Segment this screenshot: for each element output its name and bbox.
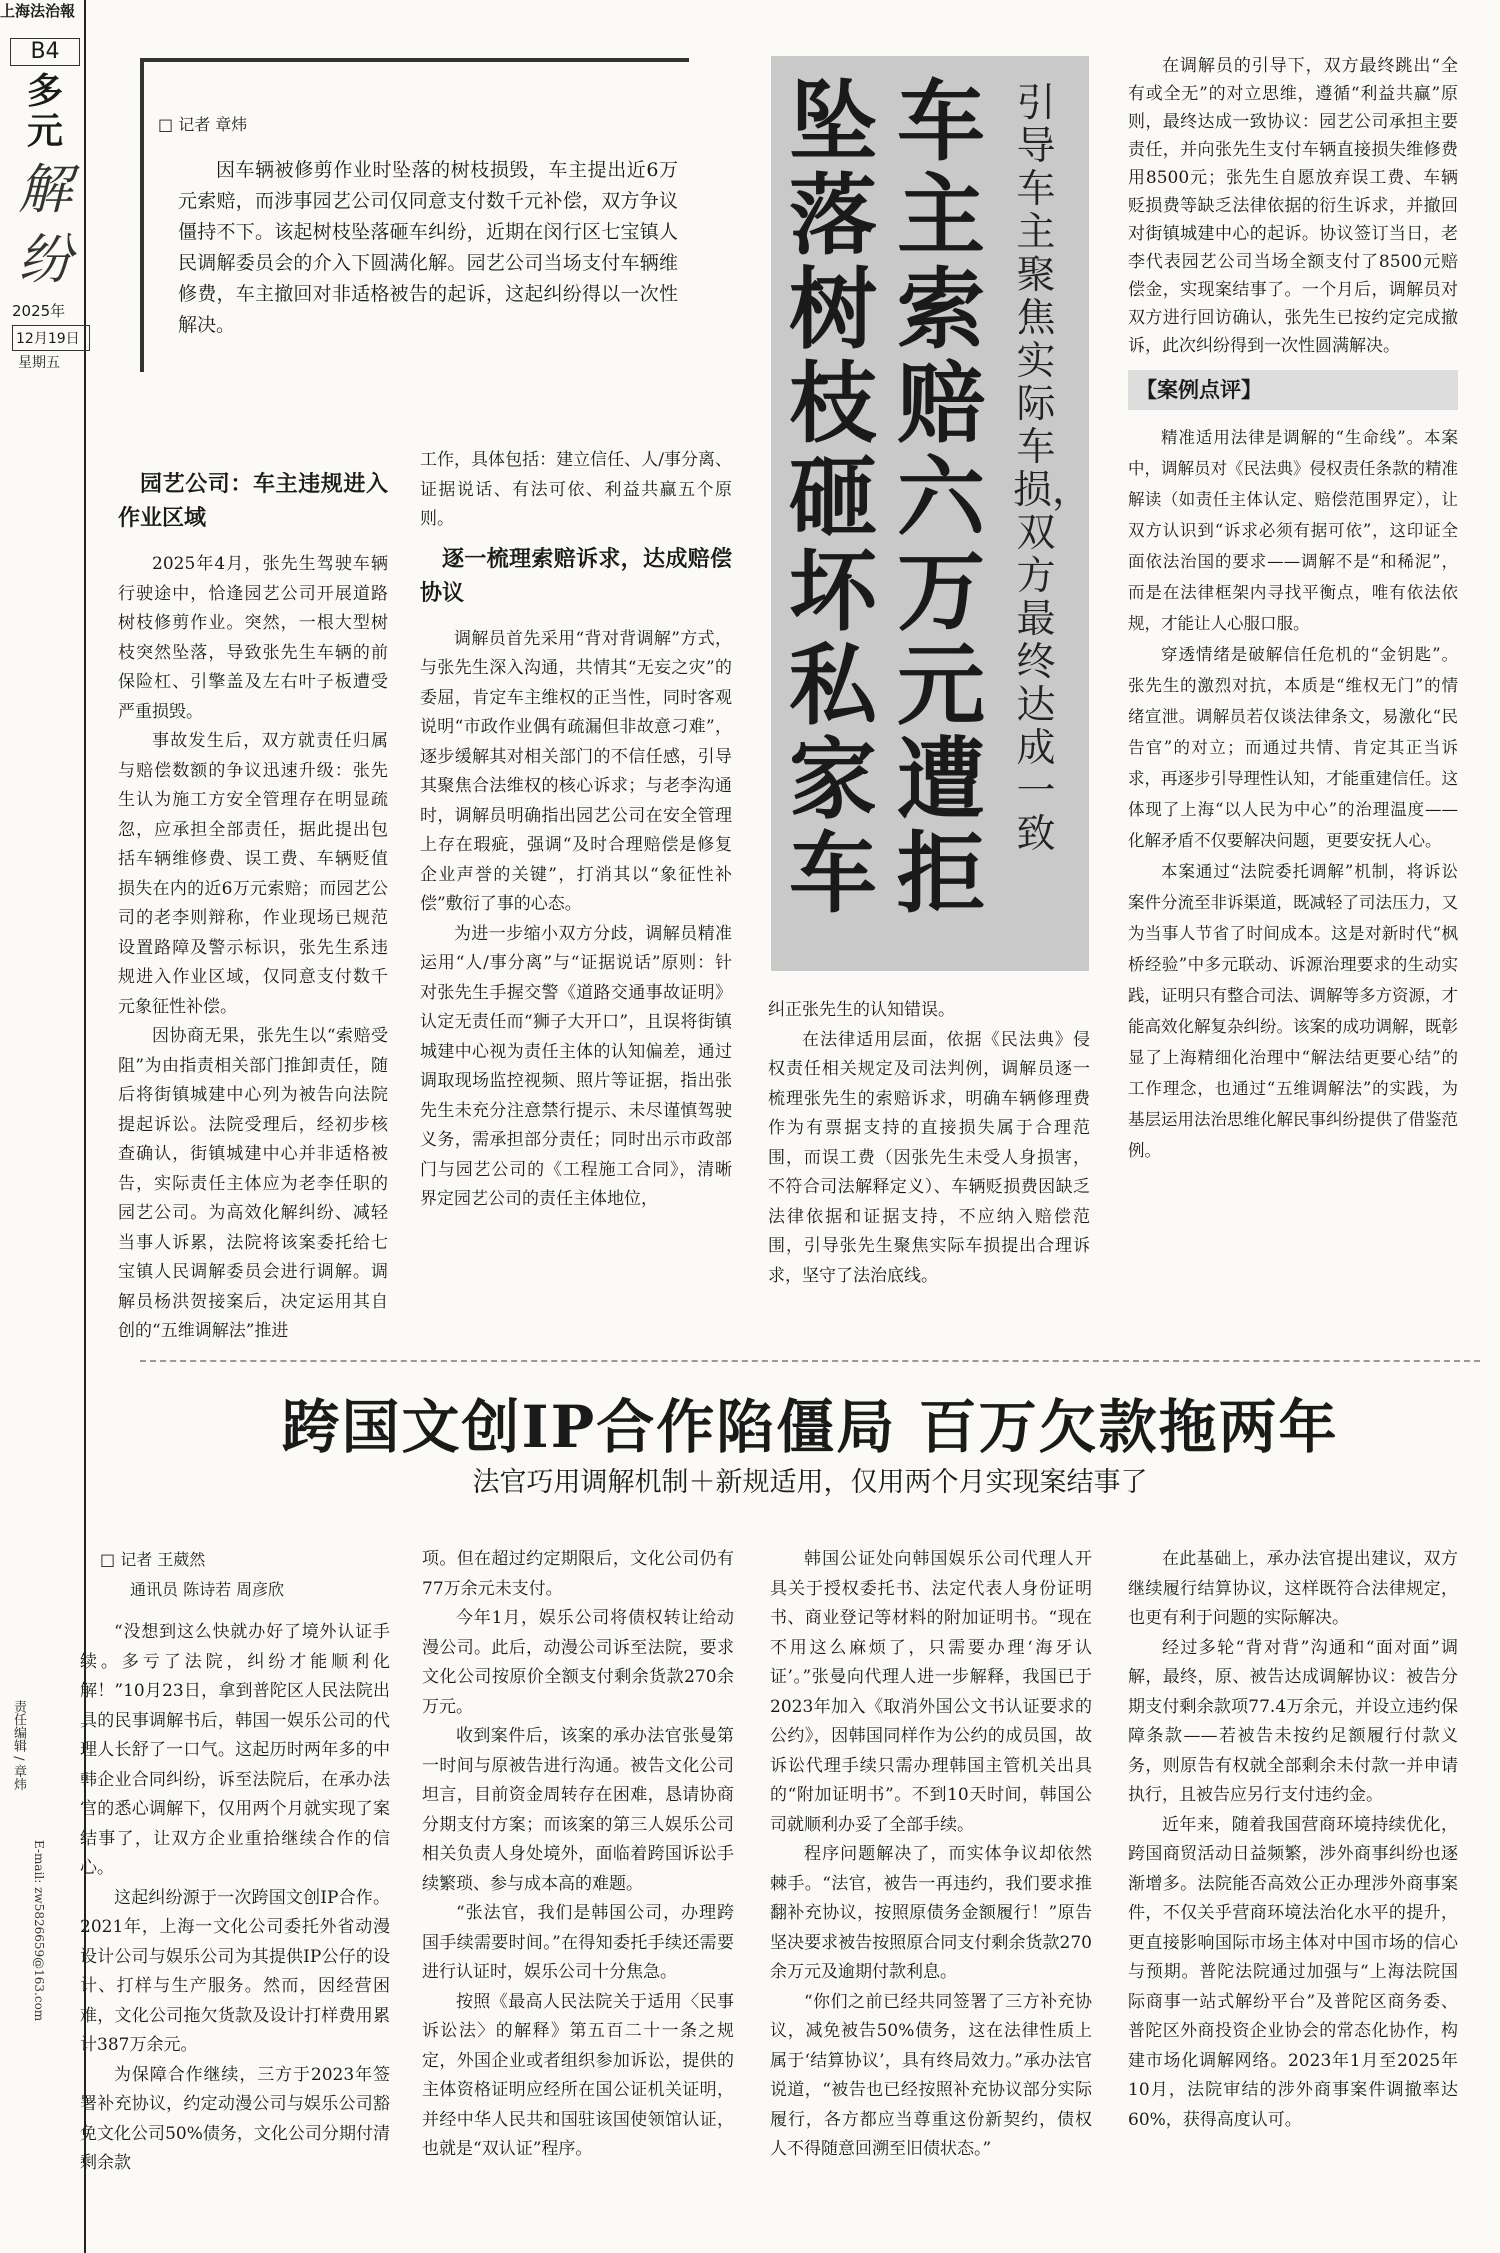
headline-right: 车主索赔六万元遭拒: [896, 69, 985, 925]
article2-headline: 跨国文创IP合作陷僵局 百万欠款拖两年: [281, 1393, 1339, 1461]
paragraph: 精准适用法律是调解的“生命线”。本案中，调解员对《民法典》侵权责任条款的精准解读（如责任主体认定、赔偿范围界定），让双方认识到“诉求必须有据可依”，这印证全面依法治国的要求——调解不是“和稀泥”，而是在法律框架内寻找平衡点，唯有依法依规，才能让人心服口服。: [1128, 428, 1458, 633]
paragraph: 这起纠纷源于一次跨国文创IP合作。2021年，上海一文化公司委托外省动漫设计公司与娱乐公司为其提供IP公仔的设计、打样与生产服务。然而，因经营困难，文化公司拖欠货款及设计打样费用累计387万余元。: [80, 1887, 390, 2055]
article2-column-3: [770, 1545, 1092, 2165]
date-year: 2025年: [12, 302, 66, 320]
article1-column-1: [118, 460, 388, 1347]
subheading: 逐一梳理索赔诉求，达成赔偿协议: [420, 546, 732, 606]
paragraph: 因协商无果，张先生以“索赔受阻”为由指责相关部门推卸责任，随后将街镇城建中心列为被告向法院提起诉讼。法院受理后，经初步核查确认，街镇城建中心并非适格被告，实际责任主体应为老李任职的园艺公司。为高效化解纠纷、减轻当事人诉累，法院将该案委托给七宝镇人民调解委员会进行调解。调解员杨洪贺接案后，决定运用其自创的“五维调解法”推进: [118, 1026, 388, 1341]
paragraph: 在调解员的引导下，双方最终跳出“全有或全无”的对立思维，遵循“利益共赢”原则，最终达成一致协议：园艺公司承担主要责任，并向张先生支付车辆直接损失维修费用8500元；张先生自愿放弃误工费、车辆贬损费等缺乏法律依据的衍生诉求，并撤回对街镇城建中心的起诉。协议签订当日，老李代表园艺公司当场全额支付了8500元赔偿金，实现案结事了。一个月后，调解员对双方进行回访确认，张先生已按约定完成撤诉，此次纠纷得到一次性圆满解决。: [1128, 56, 1458, 356]
section-divider: [140, 1360, 1480, 1362]
byline: □ 记者 王葳然: [100, 1550, 206, 1569]
paragraph: 为保障合作继续，三方于2023年签署补充协议，约定动漫公司与娱乐公司豁免文化公司50%债务，文化公司分期付清剩余款: [80, 2064, 390, 2173]
paragraph: 今年1月，娱乐公司将债权转让给动漫公司。此后，动漫公司诉至法院，要求文化公司按原价全额支付剩余货款270余万元。: [422, 1608, 734, 1717]
paragraph: “没想到这么快就办好了境外认证手续。多亏了法院，纠纷才能顺利化解！”10月23日，拿到普陀区人民法院出具的民事调解书后，韩国一娱乐公司的代理人长舒了一口气。这起历时两年多的中韩企业合同纠纷，诉至法院后，在承办法官的悉心调解下，仅用两个月就实现了案结事了，让双方企业重拾继续合作的信心。: [80, 1622, 390, 1878]
paragraph: 程序问题解决了，而实体争议却依然棘手。“法官，被告一再违约，我们要求推翻补充协议，按照原债务金额履行！”原告坚决要求被告按照原合同支付剩余货款270余万元及逾期付款利息。: [770, 1844, 1092, 1982]
page-number: B4: [10, 38, 80, 66]
headline-subtitle: 引导车主聚焦实际车损，双方最终达成一致: [1013, 81, 1092, 857]
byline: 通讯员 陈诗若 周彦欣: [130, 1579, 285, 1599]
editor-email[interactable]: E-mail: zw5826659@163.com: [32, 1840, 46, 2022]
byline: □ 记者 章炜: [158, 115, 248, 134]
paragraph: 在法律适用层面，依据《民法典》侵权责任相关规定及司法判例，调解员逐一梳理张先生的索赔诉求，明确车辆修理费作为有票据支持的直接损失属于合理范围，而误工费（因张先生未受人身损害，不符合司法解释定义）、车辆贬损费因缺乏法律依据和证据支持，不应纳入赔偿范围，引导张先生聚焦实际车损提出合理诉求，坚守了法治底线。: [768, 1029, 1090, 1286]
paragraph: 事故发生后，双方就责任归属与赔偿数额的争议迅速升级：张先生认为施工方安全管理存在明显疏忽，应承担全部责任，据此提出包括车辆维修费、误工费、车辆贬值损失在内的近6万元索赔；而园艺公司的老李则辩称，作业现场已规范设置路障及警示标识，张先生系违规进入作业区域，仅同意支付数千元象征性补偿。: [118, 731, 388, 1017]
case-comment-title: 【案例点评】: [1128, 370, 1458, 410]
headline-left: 坠落树枝砸坏私家车: [788, 69, 877, 925]
article1-column-4: [1128, 52, 1458, 1166]
paragraph: 在此基础上，承办法官提出建议，双方继续履行结算协议，这样既符合法律规定，也更有利于问题的实际解决。: [1128, 1549, 1458, 1628]
paragraph: 穿透情绪是破解信任危机的“金钥匙”。张先生的激烈对抗，本质是“维权无门”的情绪宣泄。调解员若仅谈法律条文，易激化“民告官”的对立；而通过共情、肯定其正当诉求，再逐步引导理性认知，才能重建信任。这体现了上海“以人民为中心”的治理温度——化解矛盾不仅要解决问题，更要安抚人心。: [1128, 645, 1458, 850]
paragraph: 2025年4月，张先生驾驶车辆行驶途中，恰逢园艺公司开展道路树枝修剪作业。突然，一根大型树枝突然坠落，导致张先生车辆的前保险杠、引擎盖及左右叶子板遭受严重损毁。: [118, 554, 388, 722]
paragraph: 为进一步缩小双方分歧，调解员精准运用“人/事分离”与“证据说话”原则：针对张先生手握交警《道路交通事故证明》认定无责任而“狮子大开口”，且误将街镇城建中心视为责任主体的认知偏差，通过调取现场监控视频、照片等证据，指出张先生未充分注意禁行提示、未尽谨慎驾驶义务，需承担部分责任；同时出示市政部门与园艺公司的《工程施工合同》，清晰界定园艺公司的责任主体地位，: [420, 923, 732, 1209]
headline-panel: [771, 56, 1092, 971]
section-title-calligraphy: 解纷: [18, 158, 72, 291]
masthead-logo: 上海法治報: [0, 2, 76, 20]
paragraph: 调解员首先采用“背对背调解”方式，与张先生深入沟通，共情其“无妄之灾”的委屈，肯定车主维权的正当性，同时客观说明“市政作业偶有疏漏但非故意刁难”，逐步缓解其对相关部门的不信任感，引导其聚焦合法维权的核心诉求；与老李沟通时，调解员明确指出园艺公司在安全管理上存在瑕疵，强调“及时合理赔偿是修复企业声誉的关键”，打消其以“象征性补偿”敷衍了事的心态。: [420, 628, 732, 914]
article2-column-4: [1128, 1545, 1458, 2135]
paragraph: 韩国公证处向韩国娱乐公司代理人开具关于授权委托书、法定代表人身份证明书、商业登记等材料的附加证明书。“现在不用这么麻烦了，只需要办理‘海牙认证’。”张曼向代理人进一步解释，我国已于2023年加入《取消外国公文书认证要求的公约》，因韩国同样作为公约的成员国，故诉讼代理手续只需办理韩国主管机关出具的“附加证明书”。不到10天时间，韩国公司就顺利办妥了全部手续。: [770, 1549, 1092, 1835]
paragraph: 工作，具体包括：建立信任、人/事分离、证据说话、有法可依、利益共赢五个原则。: [420, 450, 732, 529]
section-title: 多元: [26, 71, 63, 152]
paragraph: 纠正张先生的认知错误。: [768, 1000, 955, 1020]
date-weekday: 星期五: [18, 355, 60, 371]
paragraph: 收到案件后，该案的承办法官张曼第一时间与原被告进行沟通。被告文化公司坦言，目前资金周转存在困难，恳请协商分期支付方案；而该案的第三人娱乐公司相关负责人身处境外，面临着跨国诉讼手续繁琐、参与成本高的难题。: [422, 1726, 734, 1894]
article2-column-2: [422, 1545, 734, 2165]
paragraph: 近年来，随着我国营商环境持续优化，跨国商贸活动日益频繁，涉外商事纠纷也逐渐增多。法院能否高效公正办理涉外商事案件，不仅关乎营商环境法治化水平的提升，更直接影响国际市场主体对中国市场的信心与预期。普陀法院通过加强与“上海法院国际商事一站式解纷平台”及普陀区商务委、普陀区外商投资企业协会的常态化协作，构建市场化调解网络。2023年1月至2025年10月，法院审结的涉外商事案件调撤率达60%，获得高度认可。: [1128, 1814, 1458, 2130]
date-day: 12月19日: [12, 325, 90, 351]
paragraph: 项。但在超过约定期限后，文化公司仍有77万余元未支付。: [422, 1549, 734, 1599]
editor-credit: 责任编辑 / 章炜: [11, 1700, 26, 1791]
paragraph: 本案通过“法院委托调解”机制，将诉讼案件分流至非诉渠道，既减轻了司法压力，又为当事人节省了时间成本。这是对新时代“枫桥经验”中多元联动、诉源治理要求的生动实践，证明只有整合司法、调解等多方资源，才能高效化解复杂纠纷。该案的成功调解，既彰显了上海精细化治理中“解法结更要心结”的工作理念，也通过“五维调解法”的实践，为基层运用法治思维化解民事纠纷提供了借鉴范例。: [1128, 862, 1458, 1160]
case-comment: [1128, 422, 1458, 1166]
article2-subtitle: 法官巧用调解机制＋新规适用，仅用两个月实现案结事了: [472, 1467, 1148, 1498]
subheading: 园艺公司：车主违规进入作业区域: [118, 472, 388, 531]
paragraph: 按照《最高人民法院关于适用〈民事诉讼法〉的解释》第五百二十一条之规定，外国企业或者组织参加诉讼，提供的主体资格证明应经所在国公证机关证明，并经中华人民共和国驻该国使领馆认证，也就是“双认证”程序。: [422, 1991, 734, 2159]
article1-column-2: [420, 446, 732, 1215]
article1-column-3: [768, 996, 1090, 1291]
paragraph: “你们之前已经共同签署了三方补充协议，减免被告50%债务，这在法律性质上属于‘结算协议’，具有终局效力。”承办法官说道，“被告也已经按照补充协议部分实际履行，各方都应当尊重这份新契约，债权人不得随意回溯至旧债状态。”: [770, 1991, 1092, 2159]
paragraph: “张法官，我们是韩国公司，办理跨国手续需要时间。”在得知委托手续还需要进行认证时，娱乐公司十分焦急。: [422, 1903, 734, 1982]
article2-column-1: [80, 1545, 390, 2179]
lead-box: [140, 58, 689, 372]
lead-paragraph: 因车辆被修剪作业时坠落的树枝损毁，车主提出近6万元索赔，而涉事园艺公司仅同意支付数千元补偿，双方争议僵持不下。该起树枝坠落砸车纠纷，近期在闵行区七宝镇人民调解委员会的介入下圆满化解。园艺公司当场支付车辆维修费，车主撤回对非适格被告的起诉，这起纠纷得以一次性解决。: [178, 159, 678, 336]
paragraph: 经过多轮“背对背”沟通和“面对面”调解，最终，原、被告达成调解协议：被告分期支付剩余款项77.4万余元，并设立违约保障条款——若被告未按约足额履行付款义务，则原告有权就全部剩余未付款一并申请执行，且被告应另行支付违约金。: [1128, 1637, 1458, 1805]
